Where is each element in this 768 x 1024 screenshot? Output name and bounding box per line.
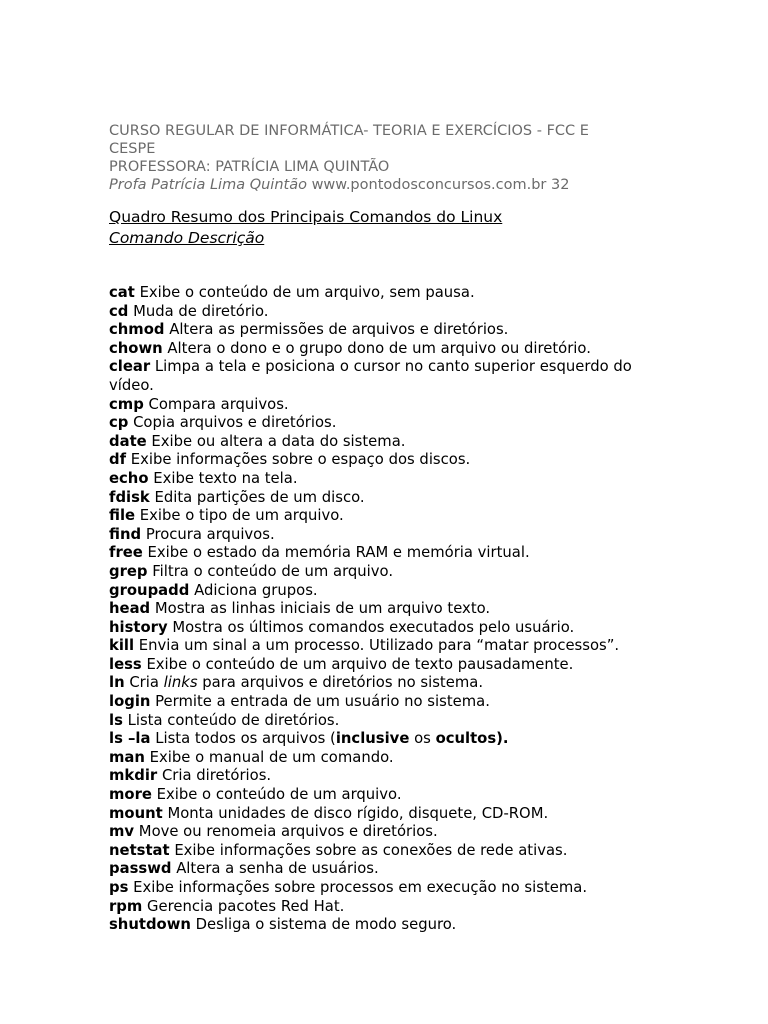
command-row [109, 767, 649, 786]
command-row [109, 284, 649, 303]
command-row [109, 805, 649, 824]
command-name: passwd [109, 860, 172, 878]
command-row [109, 340, 649, 359]
command-row [109, 507, 649, 526]
command-description: Monta unidades de disco rígido, disquete, CD-ROM. [167, 804, 549, 822]
command-row [109, 358, 649, 395]
command-name: chown [109, 339, 163, 357]
command-row [109, 396, 649, 415]
command-row [109, 860, 649, 879]
command-name: df [109, 451, 127, 469]
command-row [109, 730, 649, 749]
command-description: Edita partições de um disco. [154, 488, 365, 506]
command-row [109, 489, 649, 508]
command-description: Mostra os últimos comandos executados pelo usuário. [172, 618, 575, 636]
command-description: Cria [129, 674, 159, 692]
command-description: Compara arquivos. [148, 395, 289, 413]
command-name: login [109, 693, 151, 711]
command-row [109, 470, 649, 489]
command-row [109, 544, 649, 563]
command-name: fdisk [109, 488, 150, 506]
command-list [109, 284, 649, 935]
command-row [109, 823, 649, 842]
command-name: more [109, 786, 152, 804]
command-row [109, 842, 649, 861]
command-description-bold: ocultos). [435, 730, 509, 748]
command-description: Exibe o conteúdo de um arquivo. [156, 786, 402, 804]
command-row [109, 303, 649, 322]
command-description: Desliga o sistema de modo seguro. [195, 916, 457, 934]
command-description: Exibe o estado da memória RAM e memória virtual. [147, 544, 530, 562]
command-row [109, 712, 649, 731]
command-name: free [109, 544, 143, 562]
command-name: ps [109, 879, 129, 896]
command-name: chmod [109, 321, 165, 339]
command-name: ln [109, 674, 125, 692]
command-row [109, 916, 649, 935]
command-name: history [109, 618, 168, 636]
command-description: Exibe o conteúdo de um arquivo de texto pausadamente. [146, 655, 574, 673]
command-name: rpm [109, 897, 143, 915]
command-description: Altera a senha de usuários. [176, 860, 379, 878]
command-name: ls [109, 711, 123, 729]
command-description: Exibe informações sobre as conexões de rede ativas. [174, 841, 568, 859]
site-page-number: www.pontodosconcursos.com.br 32 [311, 177, 570, 193]
command-row [109, 414, 649, 433]
command-row [109, 321, 649, 340]
command-description-emphasis: links [163, 674, 198, 692]
command-row [109, 563, 649, 582]
command-description: Altera as permissões de arquivos e diretórios. [169, 321, 509, 339]
command-description: Procura arquivos. [145, 525, 275, 543]
command-name: file [109, 507, 136, 525]
table-title-block [109, 207, 649, 249]
author-site-line [109, 176, 649, 194]
command-description: Exibe informações sobre o espaço dos discos. [130, 451, 471, 469]
command-row [109, 898, 649, 917]
command-description: Filtra o conteúdo de um arquivo. [152, 562, 394, 580]
command-name: find [109, 525, 142, 543]
course-header: CURSO REGULAR DE INFORMÁTICA- TEORIA E EXERCÍCIOS - FCC E CESPE [109, 123, 589, 157]
command-description: para arquivos e diretórios no sistema. [202, 674, 484, 692]
command-row [109, 786, 649, 805]
command-description: Move ou renomeia arquivos e diretórios. [138, 823, 438, 841]
command-name: cmp [109, 395, 144, 413]
command-name: date [109, 432, 147, 450]
command-description: Cria diretórios. [161, 767, 272, 785]
command-name: less [109, 655, 142, 673]
command-name: echo [109, 469, 149, 487]
command-row [109, 451, 649, 470]
command-description: Exibe texto na tela. [153, 469, 298, 487]
command-name: clear [109, 358, 151, 376]
command-name: cat [109, 284, 135, 301]
command-description: Altera o dono e o grupo dono de um arquivo ou diretório. [167, 339, 591, 357]
command-description: Exibe o conteúdo de um arquivo, sem pausa. [139, 284, 475, 301]
command-description: Adiciona grupos. [194, 581, 318, 599]
command-description: Copia arquivos e diretórios. [133, 414, 337, 432]
table-title: Quadro Resumo dos Principais Comandos do Linux [109, 208, 503, 226]
command-row [109, 879, 649, 898]
command-name: cp [109, 414, 129, 432]
command-name: grep [109, 562, 148, 580]
command-description: Mostra as linhas iniciais de um arquivo texto. [154, 600, 491, 618]
command-row [109, 674, 649, 693]
column-headers: Comando Descrição [109, 229, 265, 247]
command-row [109, 749, 649, 768]
command-description: Exibe o tipo de um arquivo. [139, 507, 344, 525]
command-description: Exibe o manual de um comando. [149, 748, 394, 766]
command-name: cd [109, 302, 129, 320]
command-row [109, 693, 649, 712]
command-description: Limpa a tela e posiciona o cursor no canto superior esquerdo do vídeo. [109, 358, 632, 394]
command-row [109, 582, 649, 601]
command-name: mv [109, 823, 135, 841]
author-name: Profa Patrícia Lima Quintão [109, 177, 307, 193]
command-name: head [109, 600, 151, 618]
command-row [109, 433, 649, 452]
command-description-bold: inclusive [335, 730, 410, 748]
command-name: netstat [109, 841, 170, 859]
command-description: Permite a entrada de um usuário no sistema. [155, 693, 490, 711]
command-name: ls –la [109, 730, 151, 748]
command-description: Exibe informações sobre processos em execução no sistema. [133, 879, 588, 896]
command-row [109, 600, 649, 619]
command-row [109, 526, 649, 545]
command-row [109, 637, 649, 656]
command-row [109, 619, 649, 638]
command-description: Muda de diretório. [133, 302, 269, 320]
command-row [109, 656, 649, 675]
command-name: mkdir [109, 767, 158, 785]
command-name: groupadd [109, 581, 190, 599]
command-description: Exibe ou altera a data do sistema. [151, 432, 406, 450]
command-name: man [109, 748, 145, 766]
command-name: kill [109, 637, 135, 655]
command-description: os [414, 730, 431, 748]
command-description: Lista conteúdo de diretórios. [127, 711, 340, 729]
command-name: shutdown [109, 916, 191, 934]
professor-header: PROFESSORA: PATRÍCIA LIMA QUINTÃO [109, 159, 390, 175]
command-description: Gerencia pacotes Red Hat. [147, 897, 345, 915]
command-description: Lista todos os arquivos ( [155, 730, 336, 748]
command-description: Envia um sinal a um processo. Utilizado para “matar processos”. [138, 637, 620, 655]
command-name: mount [109, 804, 163, 822]
document-page [109, 122, 649, 935]
